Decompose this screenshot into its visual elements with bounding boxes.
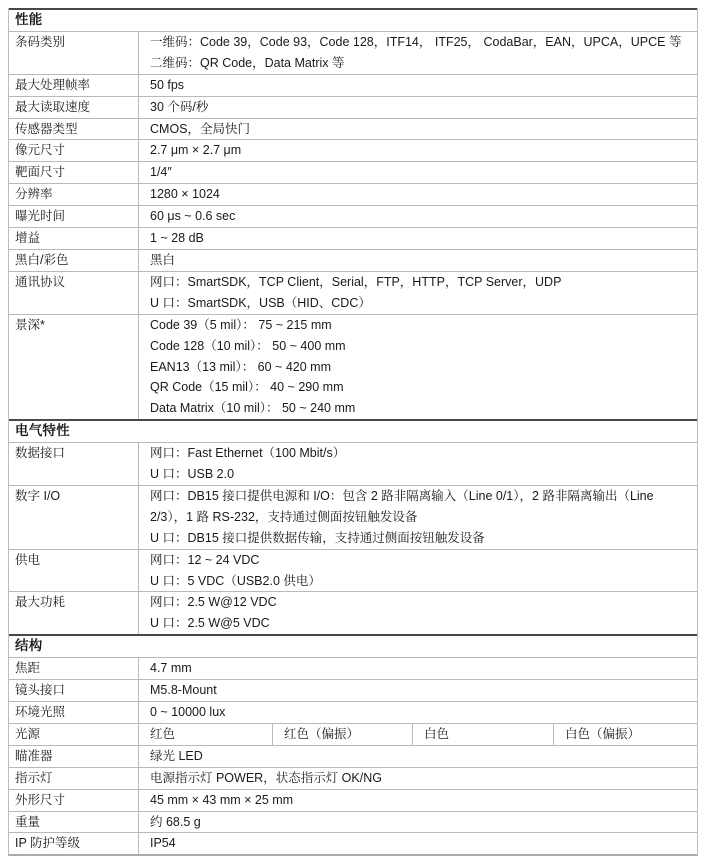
row-value-line: U 口：SmartSDK，USB（HID、CDC） xyxy=(150,295,371,310)
row-value-line: U 口：2.5 W@5 VDC xyxy=(150,616,270,631)
spec-row xyxy=(9,250,697,272)
row-value-line: Code 39（5 mil）： 75 ~ 215 mm xyxy=(150,317,332,332)
row-label: 数据接口 xyxy=(9,443,139,485)
row-value-line: 1 ~ 28 dB xyxy=(150,231,204,246)
row-value-line: 网口：SmartSDK，TCP Client，Serial，FTP，HTTP，TCP Server，UDP xyxy=(150,274,562,289)
spec-row xyxy=(9,768,697,790)
spec-section xyxy=(9,419,697,634)
row-value xyxy=(139,206,697,227)
row-value-line: 0 ~ 10000 lux xyxy=(150,705,226,719)
row-label: 指示灯 xyxy=(9,768,139,789)
spec-row xyxy=(9,206,697,228)
row-value xyxy=(139,658,697,679)
row-label: 光源 xyxy=(9,724,139,745)
spec-row xyxy=(9,790,697,812)
spec-row xyxy=(9,119,697,141)
row-value-line: 1280 × 1024 xyxy=(150,187,220,202)
section-header: 电气特性 xyxy=(9,421,697,443)
spec-row xyxy=(9,162,697,184)
row-value xyxy=(139,228,697,249)
row-value-line: 网口：12 ~ 24 VDC xyxy=(150,552,260,567)
row-value-line: 约 68.5 g xyxy=(150,814,201,829)
row-label: 曝光时间 xyxy=(9,206,139,227)
row-label: 最大读取速度 xyxy=(9,97,139,118)
row-value-line: 二维码：QR Code，Data Matrix 等 xyxy=(150,55,345,70)
row-label: 环境光照 xyxy=(9,702,139,723)
row-value xyxy=(139,812,697,833)
row-value xyxy=(139,680,697,701)
row-label: 黑白/彩色 xyxy=(9,250,139,271)
row-value-line: Data Matrix（10 mil）： 50 ~ 240 mm xyxy=(150,401,356,416)
spec-row xyxy=(9,140,697,162)
spec-row xyxy=(9,724,697,746)
row-label: IP 防护等级 xyxy=(9,833,139,854)
spec-row xyxy=(9,272,697,315)
row-value xyxy=(139,162,697,183)
spec-row xyxy=(9,184,697,206)
row-label: 供电 xyxy=(9,550,139,592)
row-value-line: 60 μs ~ 0.6 sec xyxy=(150,209,236,224)
row-value xyxy=(139,97,697,118)
row-value xyxy=(139,32,697,74)
row-label: 传感器类型 xyxy=(9,119,139,140)
row-value-line: 2.7 μm × 2.7 μm xyxy=(150,143,242,158)
row-value xyxy=(139,75,697,96)
row-value-line: 网口：Fast Ethernet（100 Mbit/s） xyxy=(150,446,346,461)
row-value-line: U 口：5 VDC（USB2.0 供电） xyxy=(150,573,321,588)
row-value-line: 绿光 LED xyxy=(150,748,203,763)
row-label: 焦距 xyxy=(9,658,139,679)
row-value xyxy=(139,486,697,549)
spec-row xyxy=(9,228,697,250)
row-value xyxy=(139,592,697,634)
spec-row xyxy=(9,592,697,634)
row-value xyxy=(139,140,697,161)
row-value-line: EAN13（13 mil）： 60 ~ 420 mm xyxy=(150,359,331,374)
row-value-line: Code 128（10 mil）： 50 ~ 400 mm xyxy=(150,338,346,353)
row-value xyxy=(139,315,697,420)
light-source-option: 红色（偏振） xyxy=(273,724,413,745)
row-label: 靶面尺寸 xyxy=(9,162,139,183)
row-value-line: U 口：USB 2.0 xyxy=(150,467,235,482)
spec-row xyxy=(9,486,697,550)
row-value xyxy=(139,702,697,723)
row-value xyxy=(139,443,697,485)
row-label: 分辨率 xyxy=(9,184,139,205)
spec-section xyxy=(9,8,697,419)
row-label: 数字 I/O xyxy=(9,486,139,549)
light-source-option: 白色 xyxy=(413,724,554,745)
row-value xyxy=(139,746,697,767)
row-value xyxy=(139,119,697,140)
row-value-line: 一维码：Code 39，Code 93，Code 128，ITF14， ITF25， CodaBar，EAN，UPCA，UPCE 等 xyxy=(150,34,682,49)
row-value-line: IP54 xyxy=(150,836,176,851)
spec-row xyxy=(9,97,697,119)
spec-row xyxy=(9,658,697,680)
spec-row xyxy=(9,833,697,854)
row-value-line: 黑白 xyxy=(150,252,176,267)
row-value-cells xyxy=(139,724,697,745)
row-label: 像元尺寸 xyxy=(9,140,139,161)
row-label: 最大功耗 xyxy=(9,592,139,634)
spec-row xyxy=(9,746,697,768)
row-value-line: 30 个码/秒 xyxy=(150,99,209,114)
row-value xyxy=(139,790,697,811)
row-label: 条码类别 xyxy=(9,32,139,74)
row-value-line: 45 mm × 43 mm × 25 mm xyxy=(150,792,294,807)
spec-row xyxy=(9,443,697,486)
row-label: 镜头接口 xyxy=(9,680,139,701)
row-label: 重量 xyxy=(9,812,139,833)
row-value xyxy=(139,768,697,789)
spec-row xyxy=(9,315,697,420)
row-value-line: 1/4″ xyxy=(150,165,172,180)
light-source-option: 白色（偏振） xyxy=(565,726,641,741)
row-value xyxy=(139,250,697,271)
spec-row xyxy=(9,680,697,702)
row-label: 增益 xyxy=(9,228,139,249)
spec-row xyxy=(9,812,697,834)
row-label: 外形尺寸 xyxy=(9,790,139,811)
spec-row xyxy=(9,550,697,593)
row-value xyxy=(139,184,697,205)
section-header: 性能 xyxy=(9,10,697,32)
row-value xyxy=(139,550,697,592)
section-header: 结构 xyxy=(9,636,697,658)
row-value-line: 网口：DB15 接口提供电源和 I/O：包含 2 路非隔离输入（Line 0/1），2 路非隔离输出（Line 2/3），1 路 RS-232，支持通过侧面按钮触发设备 xyxy=(150,488,654,524)
row-value-line: 50 fps xyxy=(150,77,185,92)
row-value-line: U 口：DB15 接口提供数据传输，支持通过侧面按钮触发设备 xyxy=(150,530,485,545)
row-value-line: 网口：2.5 W@12 VDC xyxy=(150,595,277,610)
row-value xyxy=(139,272,697,314)
spec-row xyxy=(9,75,697,97)
spec-row xyxy=(9,702,697,724)
light-source-option: 红色 xyxy=(139,724,273,745)
row-value-line: 电源指示灯 POWER，状态指示灯 OK/NG xyxy=(150,770,382,785)
row-value-line: QR Code（15 mil）： 40 ~ 290 mm xyxy=(150,380,344,395)
spec-section xyxy=(9,634,697,854)
row-value-line: 4.7 mm xyxy=(150,661,192,676)
row-label: 最大处理帧率 xyxy=(9,75,139,96)
row-label: 瞄准器 xyxy=(9,746,139,767)
row-value-line: CMOS，全局快门 xyxy=(150,121,251,136)
spec-row xyxy=(9,32,697,75)
row-value-line: M5.8-Mount xyxy=(150,683,217,698)
row-label: 通讯协议 xyxy=(9,272,139,314)
spec-table xyxy=(8,8,698,856)
row-value xyxy=(139,833,697,854)
row-label: 景深* xyxy=(9,315,139,420)
